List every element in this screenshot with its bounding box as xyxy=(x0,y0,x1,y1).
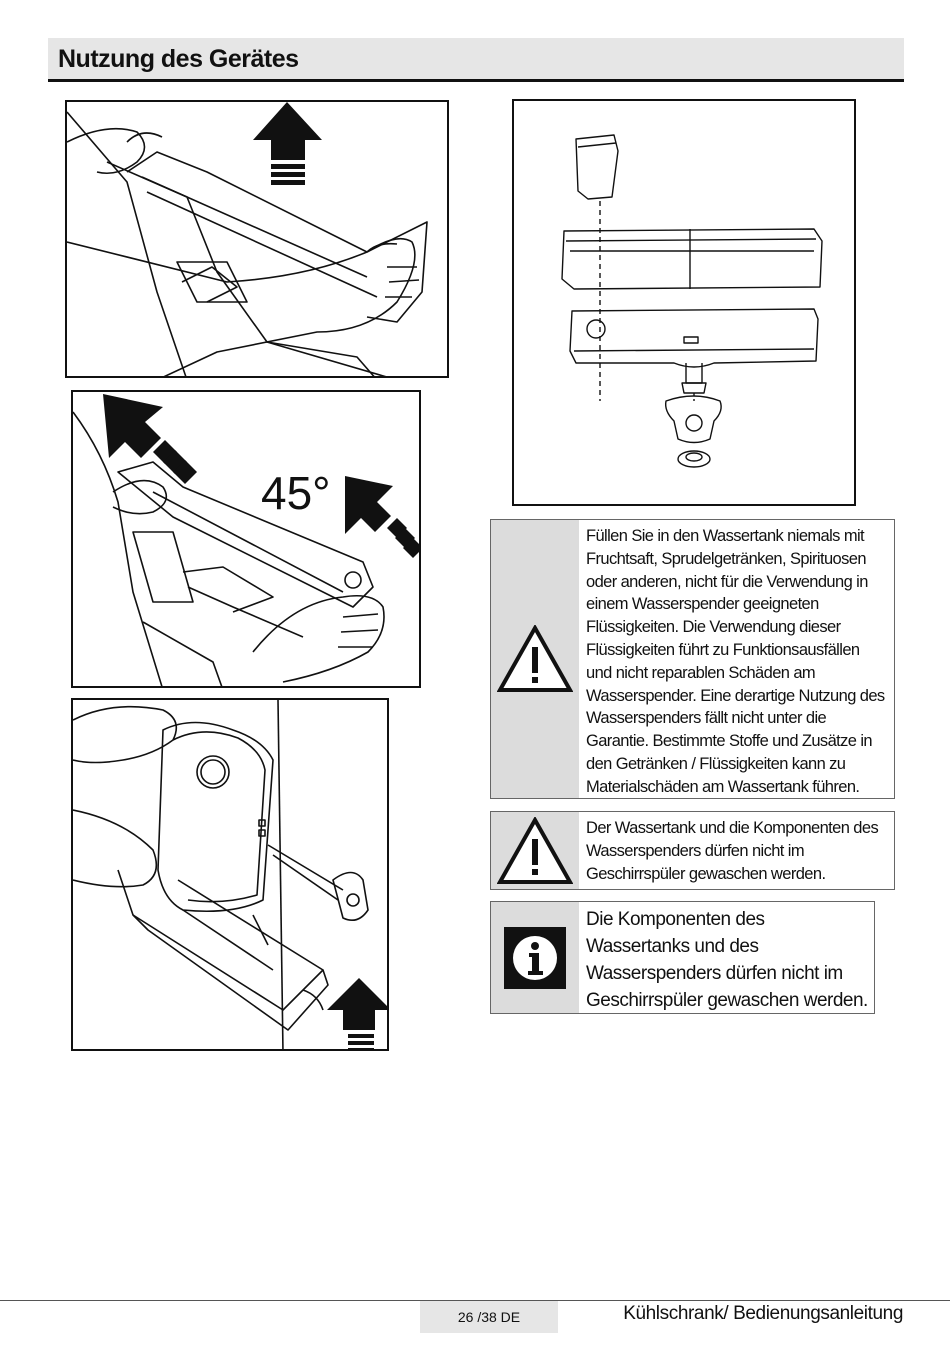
info-text: Die Komponenten des Wassertanks und des Wasserspenders dürfen nicht im Geschirrspüler gewaschen werden. xyxy=(586,909,868,1011)
warning-triangle-icon xyxy=(497,625,573,693)
figure-exploded-tank xyxy=(512,99,856,506)
figure-remove-lid xyxy=(71,698,389,1051)
arrow-up-icon xyxy=(327,978,389,1051)
arrow-diagonal-left-icon xyxy=(103,394,197,484)
document-title: Kühlschrank/ Bedienungsanleitung xyxy=(623,1303,903,1324)
info-icon xyxy=(502,925,568,991)
warning-text: Füllen Sie in den Wassertank niemals mit Fruchtsaft, Sprudelgetränken, Spirituosen oder anderen, nicht für die Verwendung in einem Wasserspender geeigneten Flüssigkeiten. Die Verwendung dieser Flüssigkeiten führt zu Funktionsausfällen und nicht reparablen Schäden am Wasserspender. Eine derartige Nutzung des Wasserspenders fällt nicht unter die Garantie. Bestimmte Stoffe und Zusätze in den Getränken / Flüssigkeiten kann zu Materialschäden am Wassertank führen. xyxy=(586,527,885,796)
figure-lift-shelf xyxy=(65,100,449,378)
page-title: Nutzung des Gerätes xyxy=(58,45,299,73)
warning-notice xyxy=(490,519,895,799)
arrow-diagonal-right-icon xyxy=(345,476,421,558)
notice-icon-column xyxy=(491,520,579,798)
figure-tilt-45 xyxy=(71,390,421,688)
arrow-up-icon xyxy=(253,102,322,185)
section-header xyxy=(48,38,904,82)
notice-icon-column xyxy=(491,902,579,1013)
page-number: 26 /38 DE xyxy=(420,1301,558,1333)
warning-triangle-icon xyxy=(497,817,573,885)
angle-label: 45° xyxy=(261,467,331,519)
info-notice xyxy=(490,901,875,1014)
notice-icon-column xyxy=(491,812,579,889)
warning-notice-dishwasher xyxy=(490,811,895,890)
warning-text: Der Wassertank und die Komponenten des Wasserspenders dürfen nicht im Geschirrspüler gewaschen werden. xyxy=(586,819,879,883)
